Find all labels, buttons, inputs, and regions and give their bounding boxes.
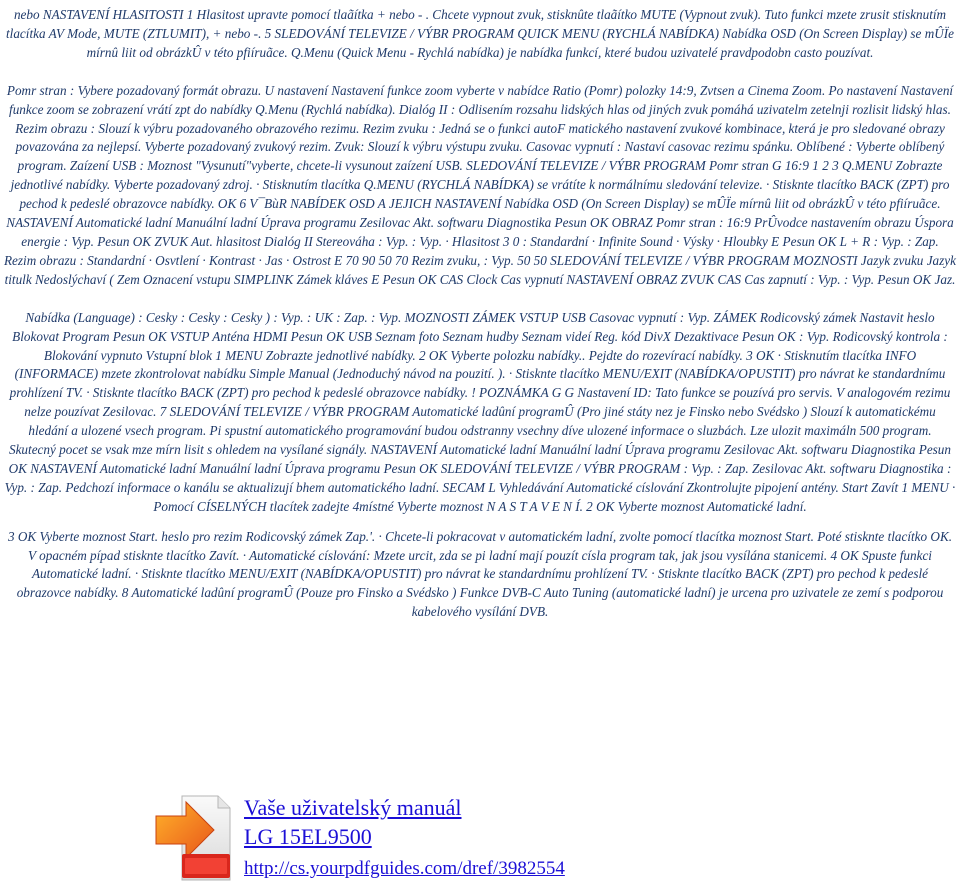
pdf-document-icon [152,790,236,886]
footer-links [244,794,565,884]
manual-url-link[interactable]: http://cs.yourpdfguides.com/dref/3982554 [244,858,565,879]
manual-download-footer [152,790,772,886]
model-name-link[interactable]: LG 15EL9500 [244,824,372,849]
paragraph-language-auto-tuning: Nabídka (Language) : Cesky : Cesky : Cesky ) : Vyp. : UK : Zap. : Vyp. MOZNOSTI ZÁMEK VSTUP USB Casovac vypnutí : Vyp. ZÁMEK Rodicovský zámek Nastavit heslo Blokovat Program Pesun OK VSTUP Anténa HDMI Pesun OK USB Seznam foto Seznam hudby Seznam videí Reg. kód DivX Dezaktivace Pesun OK : Vyp. Rodicovský kontrola : Blokování vypnuto Vstupní blok 1 MENU Zobrazte jednotlivé nabídky. 2 OK Vyberte polozku nabídky.. Pejdte do rozevírací nabídky. 3 OK · Stisknutím tlacítka INFO (INFORMACE) mzete zkontrolovat nabídku Simple Manual (Jednoduchý návod na pouzití. ). · Stisknte tlacítko MENU/EXIT (NABÍDKA/OPUSTIT) pro návrat ke standardnímu prohlízení TV. · Stisknte tlacítko BACK (ZPT) pro pechod k pedeslé obrazovce nabídky. ! POZNÁMKA G G Nastavení ID: Tato funkce se pouzívá pro servis. V analogovém rezimu nelze pouzívat Zesilovac. 7 SLEDOVÁNÍ TELEVIZE / VÝBR PROGRAM Automatické ladûní programÛ (Pro jiné státy nez je Finsko nebo Svédsko ) Slouzí k automatickému hledání a ulozené vsech program. Pi spustní automatického programování budou odstranny vsechny díve ulozené informace o sluzbách. Lze ulozit maximáln 500 program. Skutecný pocet se vsak mze mírn lisit s ohledem na vysílané signály. NASTAVENÍ Automatické ladní Manuální ladní Úprava programu Zesilovac Akt. softwaru Diagnostika Pesun OK NASTAVENÍ Automatické ladní Manuální ladní Úprava programu Pesun OK SLEDOVÁNÍ TELEVIZE / VÝBR PROGRAM : Vyp. : Zap. Zesilovac Akt. softwaru Diagnostika : Vyp. : Zap. Pedchozí informace o kanálu se aktualizují bhem automatického ladní. SECAM L Vyhledávání Automatické císlování Zkontrolujte pipojení antény. Start Zavít 1 MENU · Pomocí CÍSELNÝCH tlacítek zadejte 4místné Vyberte moznost N A S T A V E N Í. 2 OK Vyberte moznost Automatické ladní. [4,309,956,514]
paragraph-start-dvb-c: 3 OK Vyberte moznost Start. heslo pro rezim Rodicovský zámek Zap.'. · Chcete-li pokracovat v automatickém ladní, zvolte pomocí tlacítka moznost Start. Poté stisknte tlacítko OK. V opacném pípad stisknte tlacítko Zavít. · Automatické císlování: Mzete urcit, zda se pi ladní mají pouzít císla program tak, jak jsou vysílána stanicemi. 4 OK Spuste funkci Automatické ladní. · Stisknte tlacítko MENU/EXIT (NABÍDKA/OPUSTIT) pro návrat ke standardnímu prohlízení TV. · Stisknte tlacítko BACK (ZPT) pro pechod k pedeslé obrazovce nabídky. 8 Automatické ladûní programÛ (Pouze pro Finsko a Svédsko ) Funkce DVB-C Auto Tuning (automatické ladní) je urcena pro uzivatele ze zemí s podporou kabelového vysílání DVB. [7,528,953,620]
paragraph-volume-quick-menu: nebo NASTAVENÍ HLASITOSTI 1 Hlasitost upravte pomocí tlaãítka + nebo - . Chcete vypnout zvuk, stisknûte tlaãítko MUTE (Vypnout zvuk). Tuto funkci mzete zrusit stisknutím tlacítka AV Mode, MUTE (ZTLUMIT), + nebo -. 5 SLEDOVÁNÍ TELEVIZE / VÝBR PROGRAM QUICK MENU (RYCHLÁ NABÍDKA) Nabídka OSD (On Screen Display) se mÛÏe mírnû liit od obrázkÛ v této pfiíruãce. Q.Menu (Quick Menu - Rychlá nabídka) je nabídka funkcí, které budou uzivatelé pravdpodobn casto pouzívat. [6,7,954,60]
paragraph-ratio-osd-settings: Pomr stran : Vybere pozadovaný formát obrazu. U nastavení Nastavení funkce zoom vyberte v nabídce Ratio (Pomr) polozky 14:9, Zvtsen a Cinema Zoom. Po nastavení Nastavení funkce zoom se zobrazení vrátí zpt do nabídky Q.Menu (Rychlá nabídka). Dialóg II : Odlisením rozsahu lidských hlas od jiných zvuk pomáhá uzivatelm zetelnji rozlisit lidský hlas. Rezim obrazu : Slouzí k výbru pozadovaného obrazového rezimu. Rezim zvuku : Jedná se o funkci autoF matického nastavení zvukové kombinace, která je pro sledované obrazy povazována za nejlepsí. Vyberte pozadovaný zvukový rezim. Zvuk: Slouzí k výbru výstupu zvuku. Casovac vypnutí : Nastaví casovac rezimu spánku. Oblíbené : Vyberte oblíbený program. Zaízení USB : Moznost "Vysunutí"vyberte, chcete-li vysunout zaízení USB. SLEDOVÁNÍ TELEVIZE / VÝBR PROGRAM Pomr stran G 16:9 1 2 3 Q.MENU Zobrazte jednotlivé nabídky. Vyberte pozadovaný zdroj. · Stisknutím tlacítka Q.MENU (RYCHLÁ NABÍDKA) se vrátíte k normálnímu sledování televize. · Stisknte tlacítko BACK (ZPT) pro pechod k pedeslé obrazovce nabídky. OK 6 V¯BùR NABÍDEK OSD A JEJICH NASTAVENÍ Nabídka OSD (On Screen Display) se mÛÏe mírnû liit od obrázkÛ v této pfiíruãce. NASTAVENÍ Automatické ladní Manuální ladní Úprava programu Zesilovac Akt. softwaru Diagnostika Pesun OK OBRAZ Pomr stran : 16:9 PrÛvodce nastavením obrazu Úspora energie : Vyp. Pesun OK ZVUK Aut. hlasitost Dialóg II Stereováha : Vyp. : Vyp. · Hlasitost 3 0 : Standardní · Infinite Sound · Výsky · Hloubky E Pesun OK L + R : Vyp. : Zap. Rezim obrazu : Standardní · Osvtlení · Kontrast · Jas · Ostrost E 70 90 50 70 Rezim zvuku, : Vyp. 50 50 SLEDOVÁNÍ TELEVIZE / VÝBR PROGRAM MOZNOSTI Jazyk zvuku Jazyk titulk Nedoslýchaví ( Zem Oznacení vstupu SIMPLINK Zámek kláves E Pesun OK CAS Clock Cas vypnutí NASTAVENÍ OBRAZ ZVUK CAS Cas zapnutí : Vyp. : Vyp. Pesun OK Jaz. [4,82,956,287]
manual-title-link[interactable]: Vaše uživatelský manuál [244,795,462,820]
